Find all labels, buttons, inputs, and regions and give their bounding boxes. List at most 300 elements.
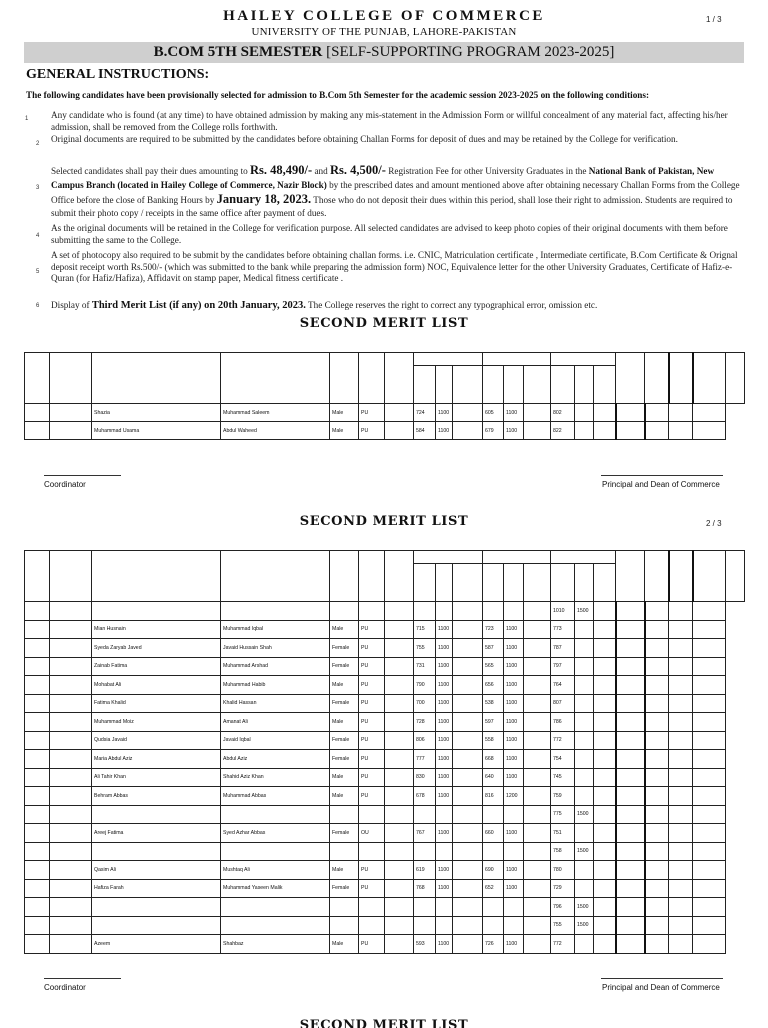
table-row bbox=[25, 861, 745, 880]
table-cell bbox=[359, 602, 385, 621]
table-cell: 1500 bbox=[575, 842, 594, 861]
table-row bbox=[25, 422, 745, 440]
table-cell bbox=[616, 620, 645, 639]
table-cell: 584 bbox=[414, 422, 436, 440]
table-cell bbox=[385, 861, 414, 880]
table-cell bbox=[575, 713, 594, 732]
table-cell bbox=[693, 639, 726, 658]
table-cell bbox=[524, 694, 551, 713]
table-header-cell bbox=[221, 551, 330, 602]
table-cell bbox=[25, 657, 50, 676]
table-cell bbox=[693, 694, 726, 713]
table-cell: 1100 bbox=[504, 879, 524, 898]
table-cell bbox=[359, 842, 385, 861]
table-cell: 773 bbox=[551, 620, 575, 639]
table-cell: Fatima Khalid bbox=[92, 694, 221, 713]
table-cell bbox=[524, 935, 551, 954]
table-cell bbox=[25, 805, 50, 824]
table-cell: 745 bbox=[551, 768, 575, 787]
table-cell bbox=[616, 916, 645, 935]
table-cell bbox=[50, 602, 92, 621]
table-header-cell bbox=[551, 366, 575, 404]
table-cell bbox=[50, 824, 92, 843]
table-row bbox=[25, 879, 745, 898]
table-cell: PU bbox=[359, 750, 385, 769]
table-cell: 1100 bbox=[504, 620, 524, 639]
table-cell bbox=[645, 935, 669, 954]
table-cell bbox=[575, 787, 594, 806]
table-header-cell bbox=[359, 353, 385, 404]
table-cell bbox=[25, 404, 50, 422]
table-header-cell bbox=[92, 551, 221, 602]
table-cell bbox=[25, 422, 50, 440]
table-cell bbox=[453, 657, 483, 676]
table-cell: Javaid Hussain Shah bbox=[221, 639, 330, 658]
table-header-cell bbox=[385, 353, 414, 404]
table-cell bbox=[330, 805, 359, 824]
table-cell bbox=[616, 861, 645, 880]
table-cell bbox=[50, 620, 92, 639]
table-cell: 656 bbox=[483, 676, 504, 695]
table-cell bbox=[436, 602, 453, 621]
table-cell: 1100 bbox=[504, 657, 524, 676]
table-cell bbox=[330, 602, 359, 621]
table-cell bbox=[92, 805, 221, 824]
table-cell bbox=[575, 935, 594, 954]
table-cell bbox=[594, 731, 616, 750]
table-cell: Muhammad Moiz bbox=[92, 713, 221, 732]
table-header-cell bbox=[414, 564, 436, 602]
instruction-3 bbox=[51, 164, 744, 221]
table-cell bbox=[693, 713, 726, 732]
table-cell bbox=[693, 805, 726, 824]
table-header-cell bbox=[221, 353, 330, 404]
table-cell bbox=[616, 676, 645, 695]
table-cell: Mushtaq Ali bbox=[221, 861, 330, 880]
table-cell: PU bbox=[359, 879, 385, 898]
table-cell bbox=[575, 657, 594, 676]
table-cell bbox=[50, 787, 92, 806]
table-cell bbox=[504, 898, 524, 917]
table-cell bbox=[385, 676, 414, 695]
table-cell bbox=[25, 731, 50, 750]
table-cell: 1100 bbox=[436, 620, 453, 639]
table-header-cell bbox=[25, 353, 50, 404]
table-cell bbox=[385, 404, 414, 422]
table-cell: 678 bbox=[414, 787, 436, 806]
table-header-cell bbox=[693, 353, 726, 404]
table-header-cell bbox=[50, 353, 92, 404]
table-cell: PU bbox=[359, 731, 385, 750]
table-cell bbox=[524, 879, 551, 898]
table-header-cell bbox=[524, 366, 551, 404]
table-cell: 830 bbox=[414, 768, 436, 787]
table-cell bbox=[645, 657, 669, 676]
table-cell bbox=[414, 602, 436, 621]
instruction-3-text: Those who do not deposit their dues within this period, shall lose their right to admission. Students are required to submit their photo copy / receipts in the same office after payment of dues. bbox=[51, 194, 733, 219]
table-cell bbox=[669, 731, 693, 750]
table-cell bbox=[25, 861, 50, 880]
table-cell bbox=[453, 898, 483, 917]
table-cell bbox=[92, 916, 221, 935]
table-cell bbox=[385, 787, 414, 806]
table-cell bbox=[385, 768, 414, 787]
table-cell: 755 bbox=[551, 916, 575, 935]
table-cell bbox=[594, 620, 616, 639]
instruction-5: A set of photocopy also required to be submit by the candidates before obtaining challan forms. i.e. CNIC, Matriculation certificate , Intermediate certificate, B.Com Certificate & Orignal deposit receipt worth Rs.500/- (which was submitted to the bank while preparing the admission form) NOC, Equivalence letter for the other University Graduates, Certificate of Hafiz-e-Quran (for Hafiz/Hafiza), Affidavit on stamp paper, Medical fitness certificate . bbox=[51, 250, 738, 283]
table-cell bbox=[25, 676, 50, 695]
table-cell: 775 bbox=[551, 805, 575, 824]
table-cell bbox=[524, 824, 551, 843]
table-cell: Shahid Aziz Khan bbox=[221, 768, 330, 787]
principal-label: Principal and Dean of Commerce bbox=[602, 983, 720, 992]
table-cell: 729 bbox=[551, 879, 575, 898]
table-cell bbox=[645, 824, 669, 843]
table-cell bbox=[693, 404, 726, 422]
program-banner bbox=[24, 42, 744, 63]
table-cell: 660 bbox=[483, 824, 504, 843]
table-cell bbox=[453, 620, 483, 639]
table-cell bbox=[575, 620, 594, 639]
table-cell: 1100 bbox=[436, 422, 453, 440]
table-cell bbox=[483, 805, 504, 824]
table-cell bbox=[594, 657, 616, 676]
instruction-3-text: and bbox=[312, 166, 331, 176]
table-cell bbox=[669, 879, 693, 898]
table-cell: Khalid Hassan bbox=[221, 694, 330, 713]
deadline-date: January 18, 2023. bbox=[216, 191, 312, 206]
table-cell bbox=[669, 824, 693, 843]
table-cell: Male bbox=[330, 861, 359, 880]
table-cell bbox=[669, 620, 693, 639]
table-cell: 772 bbox=[551, 935, 575, 954]
table-cell: PU bbox=[359, 861, 385, 880]
table-header-cell bbox=[50, 551, 92, 602]
table-row bbox=[25, 898, 745, 917]
table-cell: Zainab Fatima bbox=[92, 657, 221, 676]
table-header-cell bbox=[551, 551, 616, 564]
table-cell bbox=[385, 422, 414, 440]
table-cell bbox=[575, 639, 594, 658]
table-cell bbox=[693, 898, 726, 917]
table-cell bbox=[50, 898, 92, 917]
table-cell bbox=[524, 639, 551, 658]
table-cell bbox=[524, 787, 551, 806]
table-cell bbox=[25, 787, 50, 806]
instruction-number: 6 bbox=[36, 303, 40, 309]
table-cell bbox=[414, 898, 436, 917]
table-cell bbox=[616, 879, 645, 898]
table-cell bbox=[92, 602, 221, 621]
next-page-title-cutoff bbox=[0, 1016, 768, 1028]
table-cell: 1010 bbox=[551, 602, 575, 621]
table-cell bbox=[575, 879, 594, 898]
table-header-cell bbox=[669, 551, 693, 602]
table-cell bbox=[594, 879, 616, 898]
table-cell: OU bbox=[359, 824, 385, 843]
table-cell bbox=[50, 657, 92, 676]
table-cell bbox=[594, 787, 616, 806]
table-cell bbox=[645, 620, 669, 639]
table-cell bbox=[359, 916, 385, 935]
table-cell bbox=[669, 404, 693, 422]
merit-list-title: SECOND MERIT LIST bbox=[299, 316, 469, 331]
table-cell bbox=[436, 842, 453, 861]
table-header-cell bbox=[645, 353, 669, 404]
table-cell bbox=[453, 694, 483, 713]
instruction-3-text: Selected candidates shall pay their dues amounting to bbox=[51, 166, 251, 176]
table-cell: 1100 bbox=[436, 731, 453, 750]
table-cell: 728 bbox=[414, 713, 436, 732]
table-cell: 1100 bbox=[504, 935, 524, 954]
table-cell: 787 bbox=[551, 639, 575, 658]
table-row bbox=[25, 676, 745, 695]
table-header-cell bbox=[359, 551, 385, 602]
table-cell bbox=[693, 842, 726, 861]
table-cell bbox=[524, 842, 551, 861]
table-cell: 751 bbox=[551, 824, 575, 843]
table-cell bbox=[594, 750, 616, 769]
table-cell: Behram Abbas bbox=[92, 787, 221, 806]
table-cell bbox=[575, 676, 594, 695]
table-cell bbox=[504, 805, 524, 824]
table-cell: 619 bbox=[414, 861, 436, 880]
table-cell bbox=[616, 805, 645, 824]
page-number-1: 1 / 3 bbox=[706, 15, 722, 24]
instruction-1: Any candidate who is found (at any time) to have obtained admission by making any mis-statement in the Admission Form or willful concealment of any material fact, affecting his/her admission, shall be removed from the College rolls forthwith. bbox=[51, 110, 728, 132]
table-cell bbox=[385, 805, 414, 824]
table-row bbox=[25, 787, 745, 806]
table-cell bbox=[524, 713, 551, 732]
table-cell: 1100 bbox=[504, 731, 524, 750]
merit-list-title: SECOND MERIT LIST bbox=[299, 514, 469, 529]
table-row bbox=[25, 916, 745, 935]
table-cell bbox=[669, 713, 693, 732]
table-cell bbox=[25, 639, 50, 658]
table-cell: Hafiza Farah bbox=[92, 879, 221, 898]
third-merit-date: Third Merit List (if any) on 20th January, 2023. bbox=[91, 300, 306, 311]
table-cell: Abdul Aziz bbox=[221, 750, 330, 769]
table-cell bbox=[524, 657, 551, 676]
table-cell bbox=[594, 861, 616, 880]
table-cell bbox=[693, 861, 726, 880]
table-cell bbox=[594, 676, 616, 695]
table-cell bbox=[453, 824, 483, 843]
table-cell: PU bbox=[359, 713, 385, 732]
table-cell: Syeda Zaryab Javed bbox=[92, 639, 221, 658]
table-header-row bbox=[25, 551, 745, 564]
table-cell bbox=[693, 731, 726, 750]
instruction-6-text: The College reserves the right to correct any typographical error, omission etc. bbox=[305, 300, 598, 310]
table-cell: Muhammad Abbas bbox=[221, 787, 330, 806]
merit-table-page-1 bbox=[24, 352, 745, 440]
table-cell bbox=[616, 731, 645, 750]
table-header-cell bbox=[483, 551, 551, 564]
table-cell bbox=[524, 805, 551, 824]
table-cell bbox=[594, 842, 616, 861]
table-cell: Male bbox=[330, 676, 359, 695]
table-cell: PU bbox=[359, 620, 385, 639]
table-cell: 605 bbox=[483, 404, 504, 422]
table-cell: 715 bbox=[414, 620, 436, 639]
principal-signature-line bbox=[601, 475, 723, 476]
table-cell: 640 bbox=[483, 768, 504, 787]
table-cell: Mohabat Ali bbox=[92, 676, 221, 695]
table-cell bbox=[645, 916, 669, 935]
table-header-cell bbox=[645, 551, 669, 602]
page-number-2: 2 / 3 bbox=[706, 519, 722, 528]
table-cell: 777 bbox=[414, 750, 436, 769]
table-cell: PU bbox=[359, 639, 385, 658]
table-cell: Shazia bbox=[92, 404, 221, 422]
table-header-cell bbox=[330, 551, 359, 602]
table-cell: 772 bbox=[551, 731, 575, 750]
table-cell bbox=[453, 805, 483, 824]
table-row bbox=[25, 620, 745, 639]
table-cell: 538 bbox=[483, 694, 504, 713]
table-cell: Male bbox=[330, 404, 359, 422]
principal-signature-line bbox=[601, 978, 723, 979]
table-cell: 816 bbox=[483, 787, 504, 806]
table-header-cell bbox=[436, 564, 453, 602]
table-header-cell bbox=[414, 353, 483, 366]
table-header-cell bbox=[575, 564, 594, 602]
table-cell: 1100 bbox=[504, 861, 524, 880]
table-cell bbox=[693, 787, 726, 806]
table-cell: Maria Abdul Aziz bbox=[92, 750, 221, 769]
table-cell bbox=[693, 935, 726, 954]
table-row bbox=[25, 694, 745, 713]
table-cell bbox=[50, 731, 92, 750]
table-cell bbox=[50, 750, 92, 769]
table-cell bbox=[616, 787, 645, 806]
table-cell bbox=[524, 676, 551, 695]
table-cell: PU bbox=[359, 694, 385, 713]
table-row bbox=[25, 842, 745, 861]
instructions-intro: The following candidates have been provisionally selected for admission to B.Com 5th Semester for the academic session 2023-2025 on the following conditions: bbox=[26, 90, 650, 100]
table-cell bbox=[616, 657, 645, 676]
table-cell: Male bbox=[330, 422, 359, 440]
table-cell bbox=[385, 750, 414, 769]
table-cell: 780 bbox=[551, 861, 575, 880]
bank-name: National Bank of Pakistan, New Campus Branch (located in Hailey College of Commerce, Nazir Block) bbox=[51, 166, 715, 190]
table-cell: 759 bbox=[551, 787, 575, 806]
table-cell bbox=[50, 404, 92, 422]
table-cell bbox=[92, 842, 221, 861]
table-cell bbox=[221, 602, 330, 621]
table-cell bbox=[453, 750, 483, 769]
table-cell bbox=[504, 602, 524, 621]
table-cell bbox=[504, 916, 524, 935]
table-cell bbox=[524, 861, 551, 880]
table-cell bbox=[575, 824, 594, 843]
table-cell bbox=[453, 404, 483, 422]
table-cell: 1100 bbox=[504, 824, 524, 843]
table-cell bbox=[693, 602, 726, 621]
table-cell: 679 bbox=[483, 422, 504, 440]
table-row bbox=[25, 731, 745, 750]
table-cell: Qasim Ali bbox=[92, 861, 221, 880]
table-cell: Amanat Ali bbox=[221, 713, 330, 732]
table-cell: 1100 bbox=[436, 713, 453, 732]
table-cell: Muhammad Yaseen Malik bbox=[221, 879, 330, 898]
table-cell bbox=[25, 916, 50, 935]
table-cell: Male bbox=[330, 787, 359, 806]
table-cell bbox=[453, 639, 483, 658]
coordinator-label: Coordinator bbox=[44, 983, 86, 992]
table-cell bbox=[616, 768, 645, 787]
table-cell bbox=[436, 916, 453, 935]
table-cell bbox=[645, 750, 669, 769]
college-name: HAILEY COLLEGE OF COMMERCE bbox=[223, 8, 545, 24]
table-cell: 786 bbox=[551, 713, 575, 732]
table-cell: Syed Azhar Abbas bbox=[221, 824, 330, 843]
table-cell bbox=[385, 898, 414, 917]
table-cell bbox=[669, 768, 693, 787]
table-cell bbox=[50, 639, 92, 658]
table-cell bbox=[25, 620, 50, 639]
table-cell bbox=[693, 879, 726, 898]
table-cell: 807 bbox=[551, 694, 575, 713]
table-cell bbox=[453, 787, 483, 806]
table-cell: 1100 bbox=[436, 657, 453, 676]
table-cell bbox=[645, 639, 669, 658]
table-cell bbox=[50, 694, 92, 713]
table-cell bbox=[693, 620, 726, 639]
table-cell bbox=[453, 422, 483, 440]
table-cell bbox=[669, 657, 693, 676]
table-cell: 1100 bbox=[436, 404, 453, 422]
table-cell bbox=[453, 768, 483, 787]
table-cell: Female bbox=[330, 824, 359, 843]
table-cell bbox=[385, 824, 414, 843]
table-cell: 593 bbox=[414, 935, 436, 954]
table-cell: 1100 bbox=[504, 768, 524, 787]
table-cell bbox=[385, 713, 414, 732]
table-cell: 790 bbox=[414, 676, 436, 695]
instruction-2: Original documents are required to be submitted by the candidates before obtaining Challan Forms for deposit of dues and may be retained by the College for verification. bbox=[51, 134, 678, 144]
table-cell bbox=[50, 916, 92, 935]
table-cell: Muhammad Habib bbox=[221, 676, 330, 695]
table-cell bbox=[359, 805, 385, 824]
table-header-cell bbox=[25, 551, 50, 602]
table-row bbox=[25, 602, 745, 621]
table-cell bbox=[645, 602, 669, 621]
table-cell: PU bbox=[359, 657, 385, 676]
table-cell bbox=[645, 805, 669, 824]
table-row bbox=[25, 935, 745, 954]
table-cell bbox=[25, 713, 50, 732]
table-header-cell bbox=[436, 366, 453, 404]
table-row bbox=[25, 657, 745, 676]
table-cell bbox=[669, 805, 693, 824]
table-header-cell bbox=[483, 353, 551, 366]
table-cell bbox=[645, 694, 669, 713]
table-header-cell bbox=[453, 366, 483, 404]
table-cell bbox=[483, 602, 504, 621]
table-cell: Mian Husnain bbox=[92, 620, 221, 639]
table-cell bbox=[669, 935, 693, 954]
coordinator-signature-line bbox=[44, 475, 121, 476]
table-cell bbox=[25, 824, 50, 843]
table-cell: Female bbox=[330, 750, 359, 769]
table-cell bbox=[645, 422, 669, 440]
table-cell bbox=[50, 676, 92, 695]
table-cell bbox=[669, 694, 693, 713]
table-cell: Male bbox=[330, 768, 359, 787]
table-cell bbox=[575, 694, 594, 713]
table-cell bbox=[453, 713, 483, 732]
